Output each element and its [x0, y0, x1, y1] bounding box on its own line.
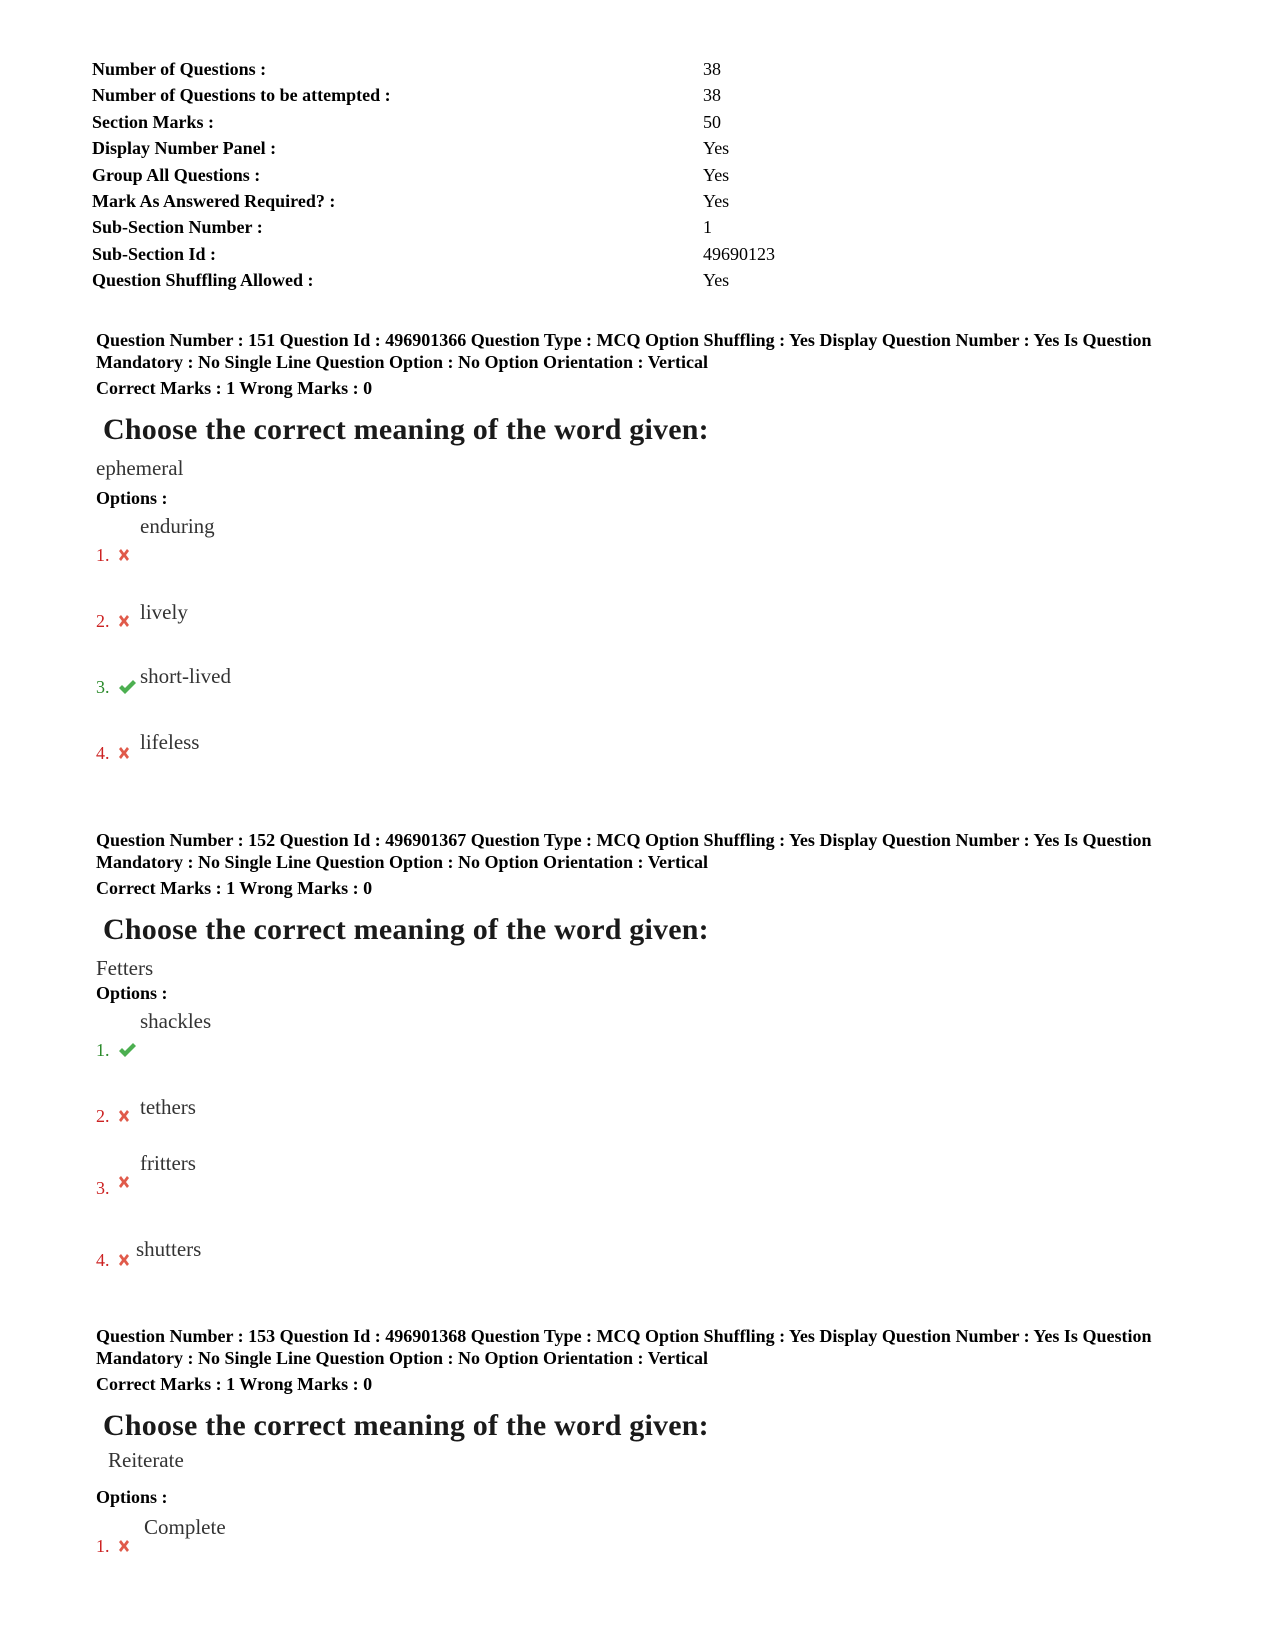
options-label: Options :: [96, 983, 168, 1003]
option-text: fritters: [140, 1151, 196, 1175]
info-row: [92, 82, 892, 108]
option-number: 4.: [96, 1250, 110, 1270]
option-text: lifeless: [140, 730, 200, 754]
option-text: shutters: [136, 1237, 202, 1261]
cross-icon: [116, 1538, 132, 1554]
question-marks: Correct Marks : 1 Wrong Marks : 0: [96, 1374, 373, 1394]
info-label: Sub-Section Id :: [92, 243, 217, 264]
option[interactable]: [96, 575, 1226, 641]
check-icon: [116, 1042, 136, 1058]
info-row: [92, 214, 892, 240]
option-number: 3.: [96, 677, 110, 697]
option-number: 3.: [96, 1178, 110, 1198]
info-row: [92, 135, 892, 161]
info-value: Yes: [703, 270, 730, 291]
info-label: Group All Questions :: [92, 164, 261, 185]
info-row: [92, 109, 892, 135]
option-number: 2.: [96, 1106, 110, 1126]
option[interactable]: [96, 1004, 1226, 1070]
question-block: [96, 1325, 1226, 1566]
option[interactable]: [96, 1136, 1226, 1208]
question-marks: Correct Marks : 1 Wrong Marks : 0: [96, 378, 373, 398]
cross-icon: [116, 1252, 132, 1268]
option-text: short-lived: [140, 664, 231, 688]
info-value: Yes: [703, 164, 730, 185]
info-value: Yes: [703, 190, 730, 211]
question-prompt: Choose the correct meaning of the word given:: [103, 1409, 709, 1442]
cross-icon: [116, 745, 132, 761]
option[interactable]: [96, 1508, 1226, 1566]
question-word: ephemeral: [96, 456, 184, 480]
question-meta: Question Number : 153 Question Id : 496901368 Question Type : MCQ Option Shuffling : Yes Display Question Number : Yes Is Question Mandatory : No Single Line Question Option : No Option Orientation : Vertical: [96, 1326, 1152, 1368]
option[interactable]: [96, 707, 1226, 773]
option-number: 4.: [96, 743, 110, 763]
option[interactable]: [96, 1070, 1226, 1136]
option-text: lively: [140, 600, 188, 624]
option-number: 1.: [96, 545, 110, 565]
option-number: 2.: [96, 611, 110, 631]
options-label: Options :: [96, 1487, 168, 1507]
options-label: Options :: [96, 488, 168, 508]
info-label: Number of Questions :: [92, 59, 267, 79]
info-row: [92, 56, 892, 82]
question-prompt: Choose the correct meaning of the word given:: [103, 913, 709, 946]
info-row: [92, 267, 892, 293]
option-text: Complete: [144, 1515, 226, 1539]
option[interactable]: [96, 1208, 1226, 1280]
cross-icon: [116, 1108, 132, 1124]
cross-icon: [116, 1174, 132, 1190]
question-meta: Question Number : 151 Question Id : 496901366 Question Type : MCQ Option Shuffling : Yes Display Question Number : Yes Is Question Mandatory : No Single Line Question Option : No Option Orientation : Vertical: [96, 330, 1152, 372]
info-row: [92, 241, 892, 267]
question-block: [96, 329, 1226, 773]
section-info-table: [92, 56, 892, 294]
info-value: 38: [703, 85, 721, 106]
cross-icon: [116, 547, 132, 563]
info-label: Sub-Section Number :: [92, 217, 263, 238]
info-label: Section Marks :: [92, 111, 214, 132]
info-row: [92, 162, 892, 188]
info-label: Number of Questions to be attempted :: [92, 85, 391, 106]
check-icon: [116, 679, 136, 695]
option[interactable]: [96, 641, 1226, 707]
info-row: [92, 188, 892, 214]
question-block: [96, 829, 1226, 1280]
cross-icon: [116, 613, 132, 629]
question-marks: Correct Marks : 1 Wrong Marks : 0: [96, 878, 373, 898]
option-text: enduring: [140, 514, 215, 538]
info-value: Yes: [703, 138, 730, 159]
option-number: 1.: [96, 1536, 110, 1556]
info-label: Mark As Answered Required? :: [92, 190, 336, 211]
question-word: Fetters: [96, 956, 154, 980]
info-label: Question Shuffling Allowed :: [92, 270, 314, 291]
info-value: 50: [703, 111, 721, 132]
info-value: 1: [703, 217, 712, 238]
option-text: shackles: [140, 1009, 212, 1033]
question-meta: Question Number : 152 Question Id : 496901367 Question Type : MCQ Option Shuffling : Yes Display Question Number : Yes Is Question Mandatory : No Single Line Question Option : No Option Orientation : Vertical: [96, 830, 1152, 872]
question-prompt: Choose the correct meaning of the word given:: [103, 413, 709, 446]
info-value: 38: [703, 59, 721, 79]
option-text: tethers: [140, 1095, 196, 1119]
option-number: 1.: [96, 1040, 110, 1060]
question-word: Reiterate: [108, 1448, 184, 1472]
info-value: 49690123: [703, 243, 775, 264]
option[interactable]: [96, 509, 1226, 575]
info-label: Display Number Panel :: [92, 138, 277, 159]
